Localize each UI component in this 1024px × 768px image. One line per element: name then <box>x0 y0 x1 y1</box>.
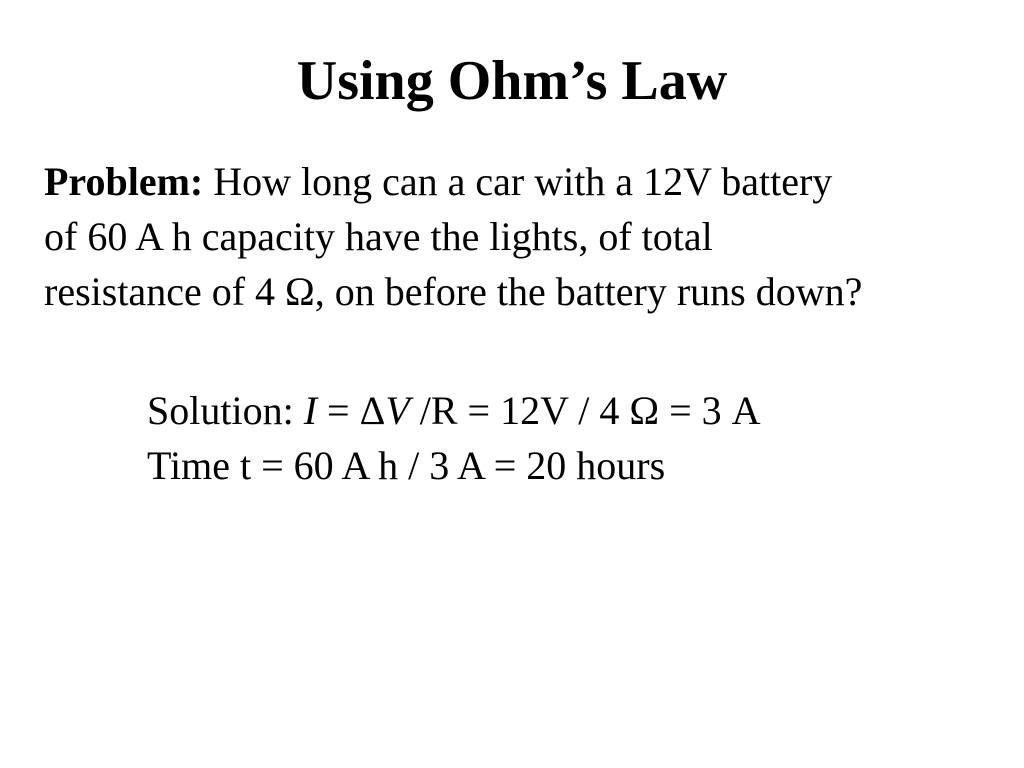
solution-line-current <box>147 383 987 438</box>
problem-line-1: How long can a car with a 12V battery <box>203 159 833 204</box>
equals-delta: = Δ <box>317 388 386 433</box>
problem-label: Problem: <box>44 159 204 204</box>
voltage-variable: V <box>385 388 410 433</box>
problem-line-3: resistance of 4 Ω, on before the battery runs down? <box>44 269 863 314</box>
slide-title: Using Ohm’s Law <box>296 50 728 112</box>
solution-block <box>147 383 987 493</box>
current-variable: I <box>303 388 318 433</box>
solution-line-time: Time t = 60 A h / 3 A = 20 hours <box>147 443 666 488</box>
solution-prefix: Solution: <box>147 388 304 433</box>
problem-line-2: of 60 A h capacity have the lights, of total <box>44 214 713 259</box>
solution-calculation: /R = 12V / 4 Ω = 3 A <box>409 388 761 433</box>
problem-statement <box>44 154 994 319</box>
